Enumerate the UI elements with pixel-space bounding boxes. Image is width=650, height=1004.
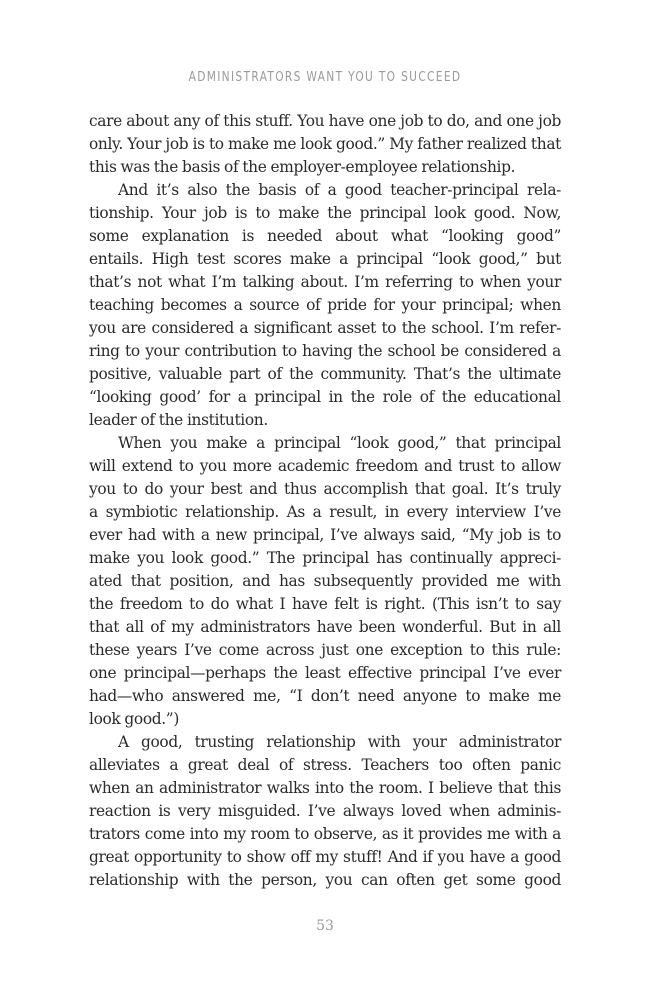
text-line: a symbiotic relationship. As a result, in every interview I’ve	[89, 503, 561, 521]
text-line: look good.”)	[89, 710, 179, 728]
text-line: trators come into my room to observe, as it provides me with a	[89, 825, 561, 843]
text-line: that all of my administrators have been wonderful. But in all	[89, 618, 561, 636]
text-line: you to do your best and thus accomplish that goal. It’s truly	[89, 480, 561, 498]
text-line: this was the basis of the employer-employee relationship.	[89, 158, 516, 176]
text-line: one principal—perhaps the least effective principal I’ve ever	[89, 664, 561, 682]
text-line: that’s not what I’m talking about. I’m referring to when your	[89, 273, 561, 291]
text-line: when an administrator walks into the room. I believe that this	[89, 779, 561, 797]
text-line: care about any of this stuff. You have one job to do, and one job	[89, 112, 561, 130]
text-line: make you look good.” The principal has continually appreci-	[89, 549, 561, 567]
text-line: ated that position, and has subsequently provided me with	[89, 572, 561, 590]
text-line: leader of the institution.	[89, 411, 268, 429]
text-line: these years I’ve come across just one exception to this rule:	[89, 641, 561, 659]
text-line: entails. High test scores make a principal “look good,” but	[89, 250, 561, 268]
text-line: When you make a principal “look good,” that principal	[118, 434, 561, 452]
text-line: A good, trusting relationship with your administrator	[118, 733, 561, 751]
text-line: teaching becomes a source of pride for your principal; when	[89, 296, 561, 314]
text-line: will extend to you more academic freedom and trust to allow	[89, 457, 561, 475]
text-line: positive, valuable part of the community. That’s the ultimate	[89, 365, 561, 383]
text-line: alleviates a great deal of stress. Teachers too often panic	[89, 756, 561, 774]
running-head: ADMINISTRATORS WANT YOU TO SUCCEED	[188, 70, 462, 85]
page-number: 53	[316, 918, 334, 934]
text-line: tionship. Your job is to make the principal look good. Now,	[89, 204, 561, 222]
text-line: And it’s also the basis of a good teacher-principal rela-	[118, 181, 561, 199]
text-line: reaction is very misguided. I’ve always loved when adminis-	[89, 802, 561, 820]
text-line: ever had with a new principal, I’ve always said, “My job is to	[89, 526, 561, 544]
text-line: great opportunity to show off my stuff! And if you have a good	[89, 848, 561, 866]
text-line: “looking good’ for a principal in the role of the educational	[89, 388, 561, 406]
text-line: you are considered a significant asset to the school. I’m refer-	[89, 319, 561, 337]
text-line: had—who answered me, “I don’t need anyone to make me	[89, 687, 561, 705]
text-line: ring to your contribution to having the school be considered a	[89, 342, 561, 360]
text-line: some explanation is needed about what “looking good”	[89, 227, 561, 245]
text-line: only. Your job is to make me look good.” My father realized that	[89, 135, 561, 153]
body-text	[89, 110, 561, 892]
text-line: relationship with the person, you can often get some good	[89, 871, 561, 889]
text-line: the freedom to do what I have felt is right. (This isn’t to say	[89, 595, 561, 613]
